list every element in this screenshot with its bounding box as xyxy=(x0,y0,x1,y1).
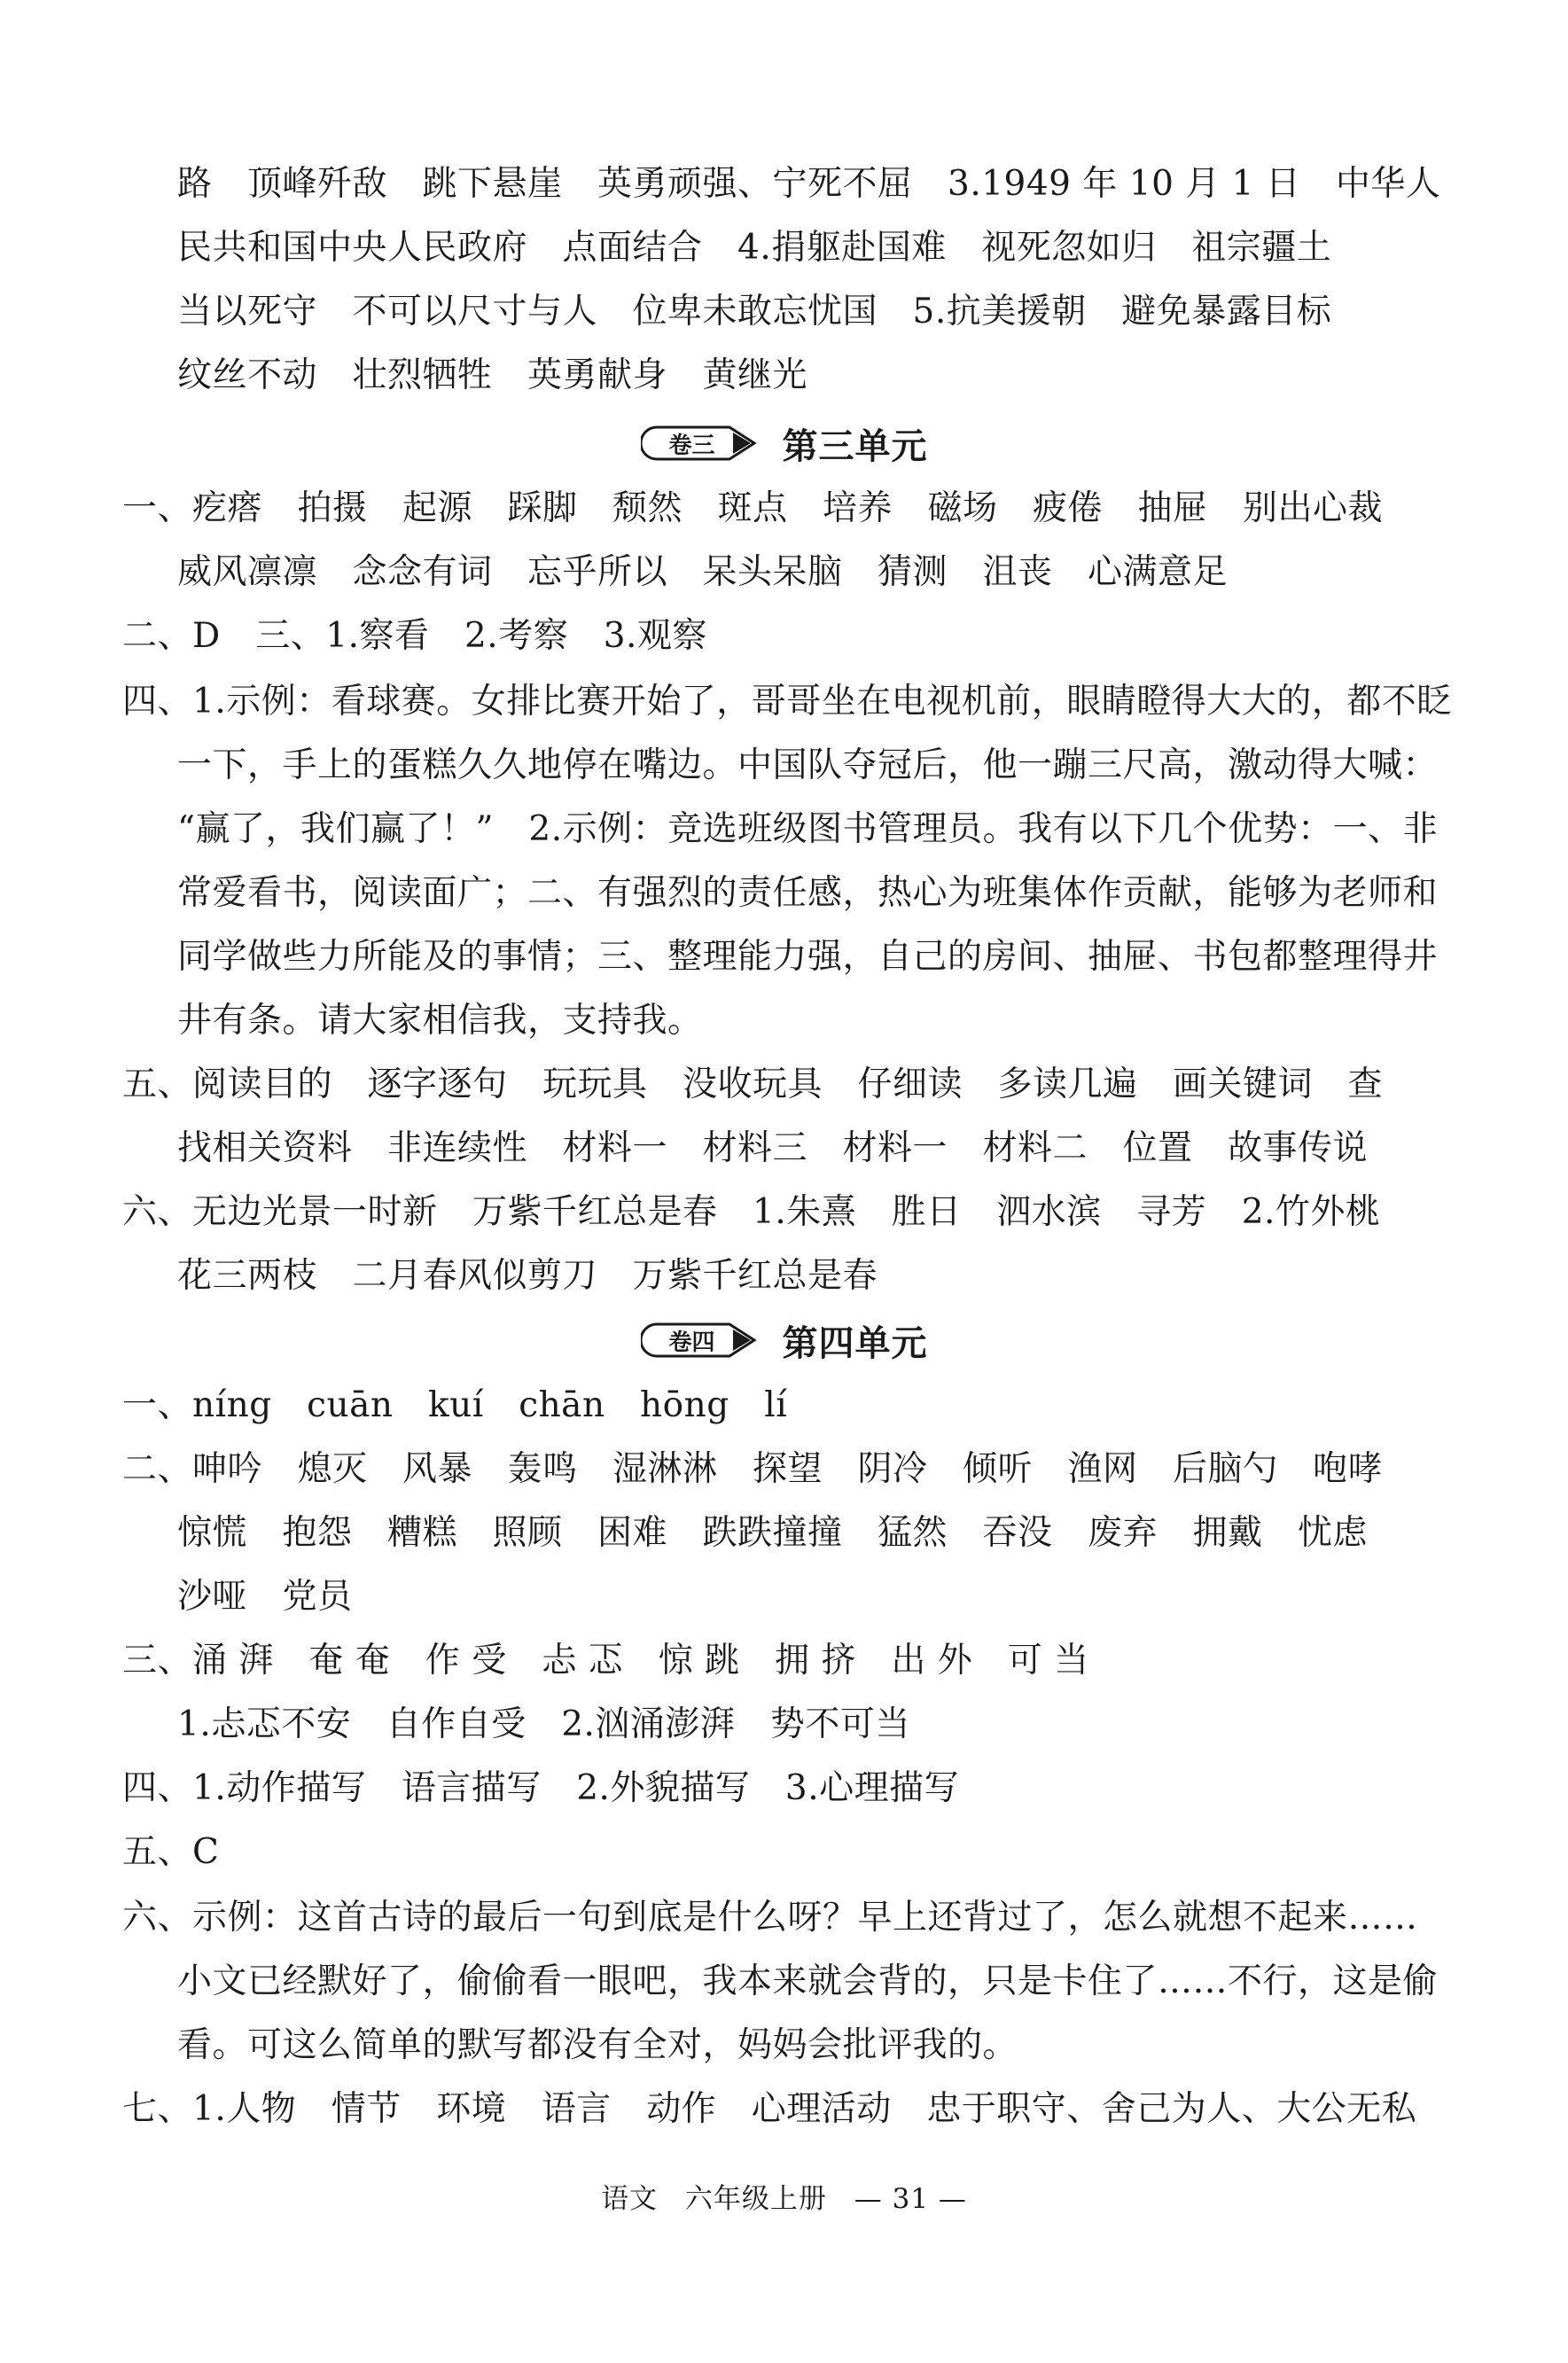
text-line: 纹丝不动 壮烈牺牲 英勇献身 黄继光 xyxy=(177,355,808,395)
unit4-title: 第四单元 xyxy=(782,1322,928,1364)
unit3-header xyxy=(0,418,1568,468)
unit4-badge xyxy=(641,1322,758,1359)
footer-grade: 六年级上册 xyxy=(684,2183,827,2215)
text-line: 二、呻吟 熄灭 风暴 轰鸣 湿淋淋 探望 阴冷 倾听 渔网 后脑勺 咆哮 xyxy=(122,1449,1384,1489)
unit3-title: 第三单元 xyxy=(782,425,928,467)
page-footer xyxy=(0,2176,1568,2216)
text-line: 同学做些力所能及的事情；三、整理能力强，自己的房间、抽屉、书包都整理得井 xyxy=(177,937,1439,977)
text-line: 惊慌 抱怨 糟糕 照顾 困难 跌跌撞撞 猛然 吞没 废弃 拥戴 忧虑 xyxy=(177,1513,1369,1553)
text-line: 六、无边光景一时新 万紫千红总是春 1.朱熹 胜日 泗水滨 寻芳 2.竹外桃 xyxy=(122,1192,1381,1232)
footer-subject: 语文 xyxy=(601,2183,659,2215)
unit3-badge xyxy=(641,425,758,462)
text-line: 一、疙瘩 拍摄 起源 踩脚 颓然 斑点 培养 磁场 疲倦 抽屉 别出心裁 xyxy=(122,488,1384,528)
text-line: 当以死守 不可以尺寸与人 位卑未敢忘忧国 5.抗美援朝 避免暴露目标 xyxy=(177,292,1332,331)
text-line: 常爱看书，阅读面广；二、有强烈的责任感，热心为班集体作贡献，能够为老师和 xyxy=(177,873,1439,913)
text-line: 看。可这么简单的默写都没有全对，妈妈会批评我的。 xyxy=(177,2025,1018,2065)
text-line: 五、阅读目的 逐字逐句 玩玩具 没收玩具 仔细读 多读几遍 画关键词 查 xyxy=(122,1065,1384,1104)
text-line: 五、C xyxy=(122,1832,220,1872)
unit3-badge-label: 卷三 xyxy=(668,432,715,459)
text-line: 1.忐忑不安 自作自受 2.汹涌澎湃 势不可当 xyxy=(177,1704,910,1744)
text-line: 小文已经默好了，偷偷看一眼吧，我本来就会背的，只是卡住了……不行，这是偷 xyxy=(177,1961,1439,2001)
text-line: 四、1.动作描写 语言描写 2.外貌描写 3.心理描写 xyxy=(122,1768,960,1808)
unit4-header xyxy=(0,1315,1568,1365)
text-line: 找相关资料 非连续性 材料一 材料三 材料一 材料二 位置 故事传说 xyxy=(177,1128,1369,1168)
text-line: 二、D 三、1.察看 2.考察 3.观察 xyxy=(122,616,707,656)
text-line: 威风凛凛 念念有词 忘乎所以 呆头呆脑 猜测 沮丧 心满意足 xyxy=(177,552,1229,592)
text-line: 花三两枝 二月春风似剪刀 万紫千红总是春 xyxy=(177,1256,878,1296)
text-line: 路 顶峰歼敌 跳下悬崖 英勇顽强、宁死不屈 3.1949 年 10 月 1 日 中华人 xyxy=(177,164,1441,204)
text-line: “赢了，我们赢了！” 2.示例：竞选班级图书管理员。我有以下几个优势：一、非 xyxy=(177,809,1439,849)
text-line: 一、níng cuān kuí chān hōng lí xyxy=(122,1385,788,1425)
text-line: 一下，手上的蛋糕久久地停在嘴边。中国队夺冠后，他一蹦三尺高，激动得大喊： xyxy=(177,745,1439,785)
text-line: 四、1.示例：看球赛。女排比赛开始了，哥哥坐在电视机前，眼睛瞪得大大的，都不眨 xyxy=(122,682,1452,721)
unit4-badge-label: 卷四 xyxy=(668,1329,715,1356)
text-line: 六、示例：这首古诗的最后一句到底是什么呀？早上还背过了，怎么就想不起来…… xyxy=(122,1898,1418,1938)
text-line: 井有条。请大家相信我，支持我。 xyxy=(177,1001,703,1041)
text-line: 沙哑 党员 xyxy=(177,1577,353,1617)
text-line: 三、涌 湃 奄 奄 作 受 忐 忑 惊 跳 拥 挤 出 外 可 当 xyxy=(122,1641,1089,1681)
page-number: — 31 — xyxy=(854,2183,967,2215)
text-line: 民共和国中央人民政府 点面结合 4.捐躯赴国难 视死忽如归 祖宗疆土 xyxy=(177,228,1332,268)
text-line: 七、1.人物 情节 环境 语言 动作 心理活动 忠于职守、舍己为人、大公无私 xyxy=(122,2089,1417,2129)
